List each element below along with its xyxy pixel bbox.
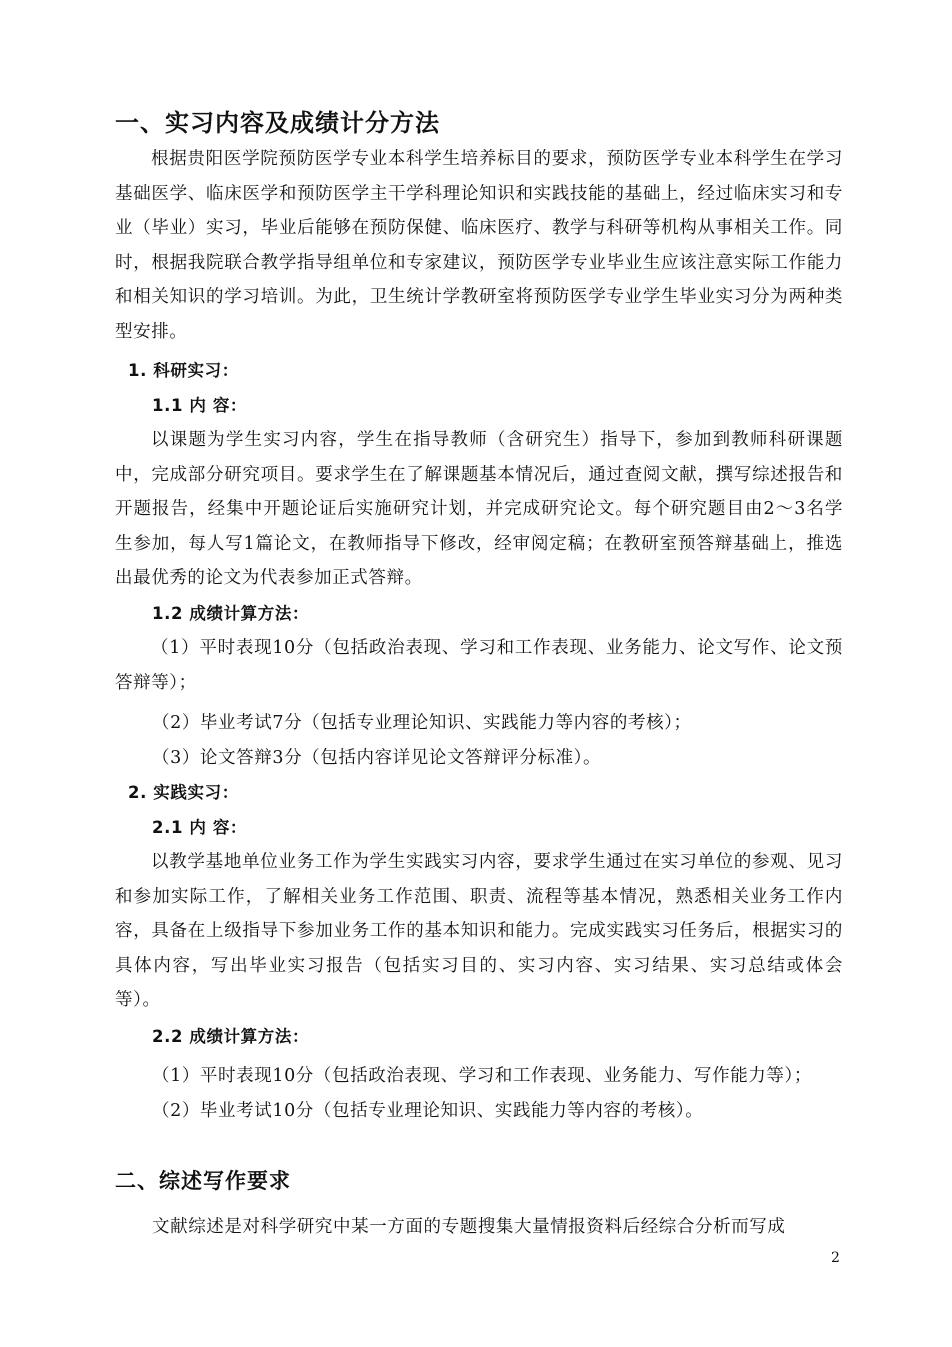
item1-score-item-3: （3）论文答辩3分（包括内容详见论文答辩评分标准）。	[152, 748, 602, 768]
item1-content: 以课题为学生实习内容，学生在指导教师（含研究生）指导下，参加到教师科研课题中，完成部分研究项目。要求学生在了解课题基本情况后，通过查阅文献，撰写综述报告和开题报告，经集中开题论证后实施研究计划，并完成研究论文。每个研究题目由2～3名学生参加，每人写1篇论文，在教师指导下修改，经审阅定稿；在教研室预答辩基础上，推选出最优秀的论文为代表参加正式答辩。	[115, 430, 843, 589]
item2-title: 2. 实践实习：	[128, 783, 239, 802]
item2-score-label: 2.2 成绩计算方法：	[152, 1027, 310, 1046]
item2-content: 以教学基地单位业务工作为学生实践实习内容，要求学生通过在实习单位的参观、见习和参加实际工作，了解相关业务工作范围、职责、流程等基本情况，熟悉相关业务工作内容，具备在上级指导下参加业务工作的基本知识和能力。完成实践实习任务后，根据实习的具体内容，写出毕业实习报告（包括实习目的、实习内容、实习结果、实习总结或体会等）。	[115, 852, 843, 1011]
item2-score-item-2: （2）毕业考试10分（包括专业理论知识、实践能力等内容的考核）。	[152, 1101, 704, 1121]
item2-content-label: 2.1 内 容：	[152, 818, 248, 837]
section1-intro: 根据贵阳医学院预防医学专业本科学生培养标目的要求，预防医学专业本科学生在学习基础医学、临床医学和预防医学主干学科理论知识和实践技能的基础上，经过临床实习和专业（毕业）实习，毕业后能够在预防保健、临床医疗、教学与科研等机构从事相关工作。同时，根据我院联合教学指导组单位和专家建议，预防医学专业毕业生应该注意实际工作能力和相关知识的学习培训。为此，卫生统计学教研室将预防医学专业学生毕业实习分为两种类型安排。	[115, 149, 843, 342]
item1-score-item-1: （1）平时表现10分（包括政治表现、学习和工作表现、业务能力、论文写作、论文预答辩等）；	[115, 638, 843, 693]
item2-score-item-1: （1）平时表现10分（包括政治表现、学习和工作表现、业务能力、写作能力等）；	[152, 1066, 812, 1086]
section2-title: 二、综述写作要求	[115, 1169, 291, 1193]
item1-content-label: 1.1 内 容：	[152, 396, 248, 415]
page-number: 2	[831, 1250, 840, 1266]
item1-score-label: 1.2 成绩计算方法：	[152, 604, 310, 623]
item1-score-item-2: （2）毕业考试7分（包括专业理论知识、实践能力等内容的考核）；	[152, 713, 692, 733]
section1-title: 一、实习内容及成绩计分方法	[115, 109, 440, 137]
item1-title: 1. 科研实习：	[128, 361, 239, 380]
section2-intro: 文献综述是对科学研究中某一方面的专题搜集大量情报资料后经综合分析而写成	[152, 1217, 786, 1237]
